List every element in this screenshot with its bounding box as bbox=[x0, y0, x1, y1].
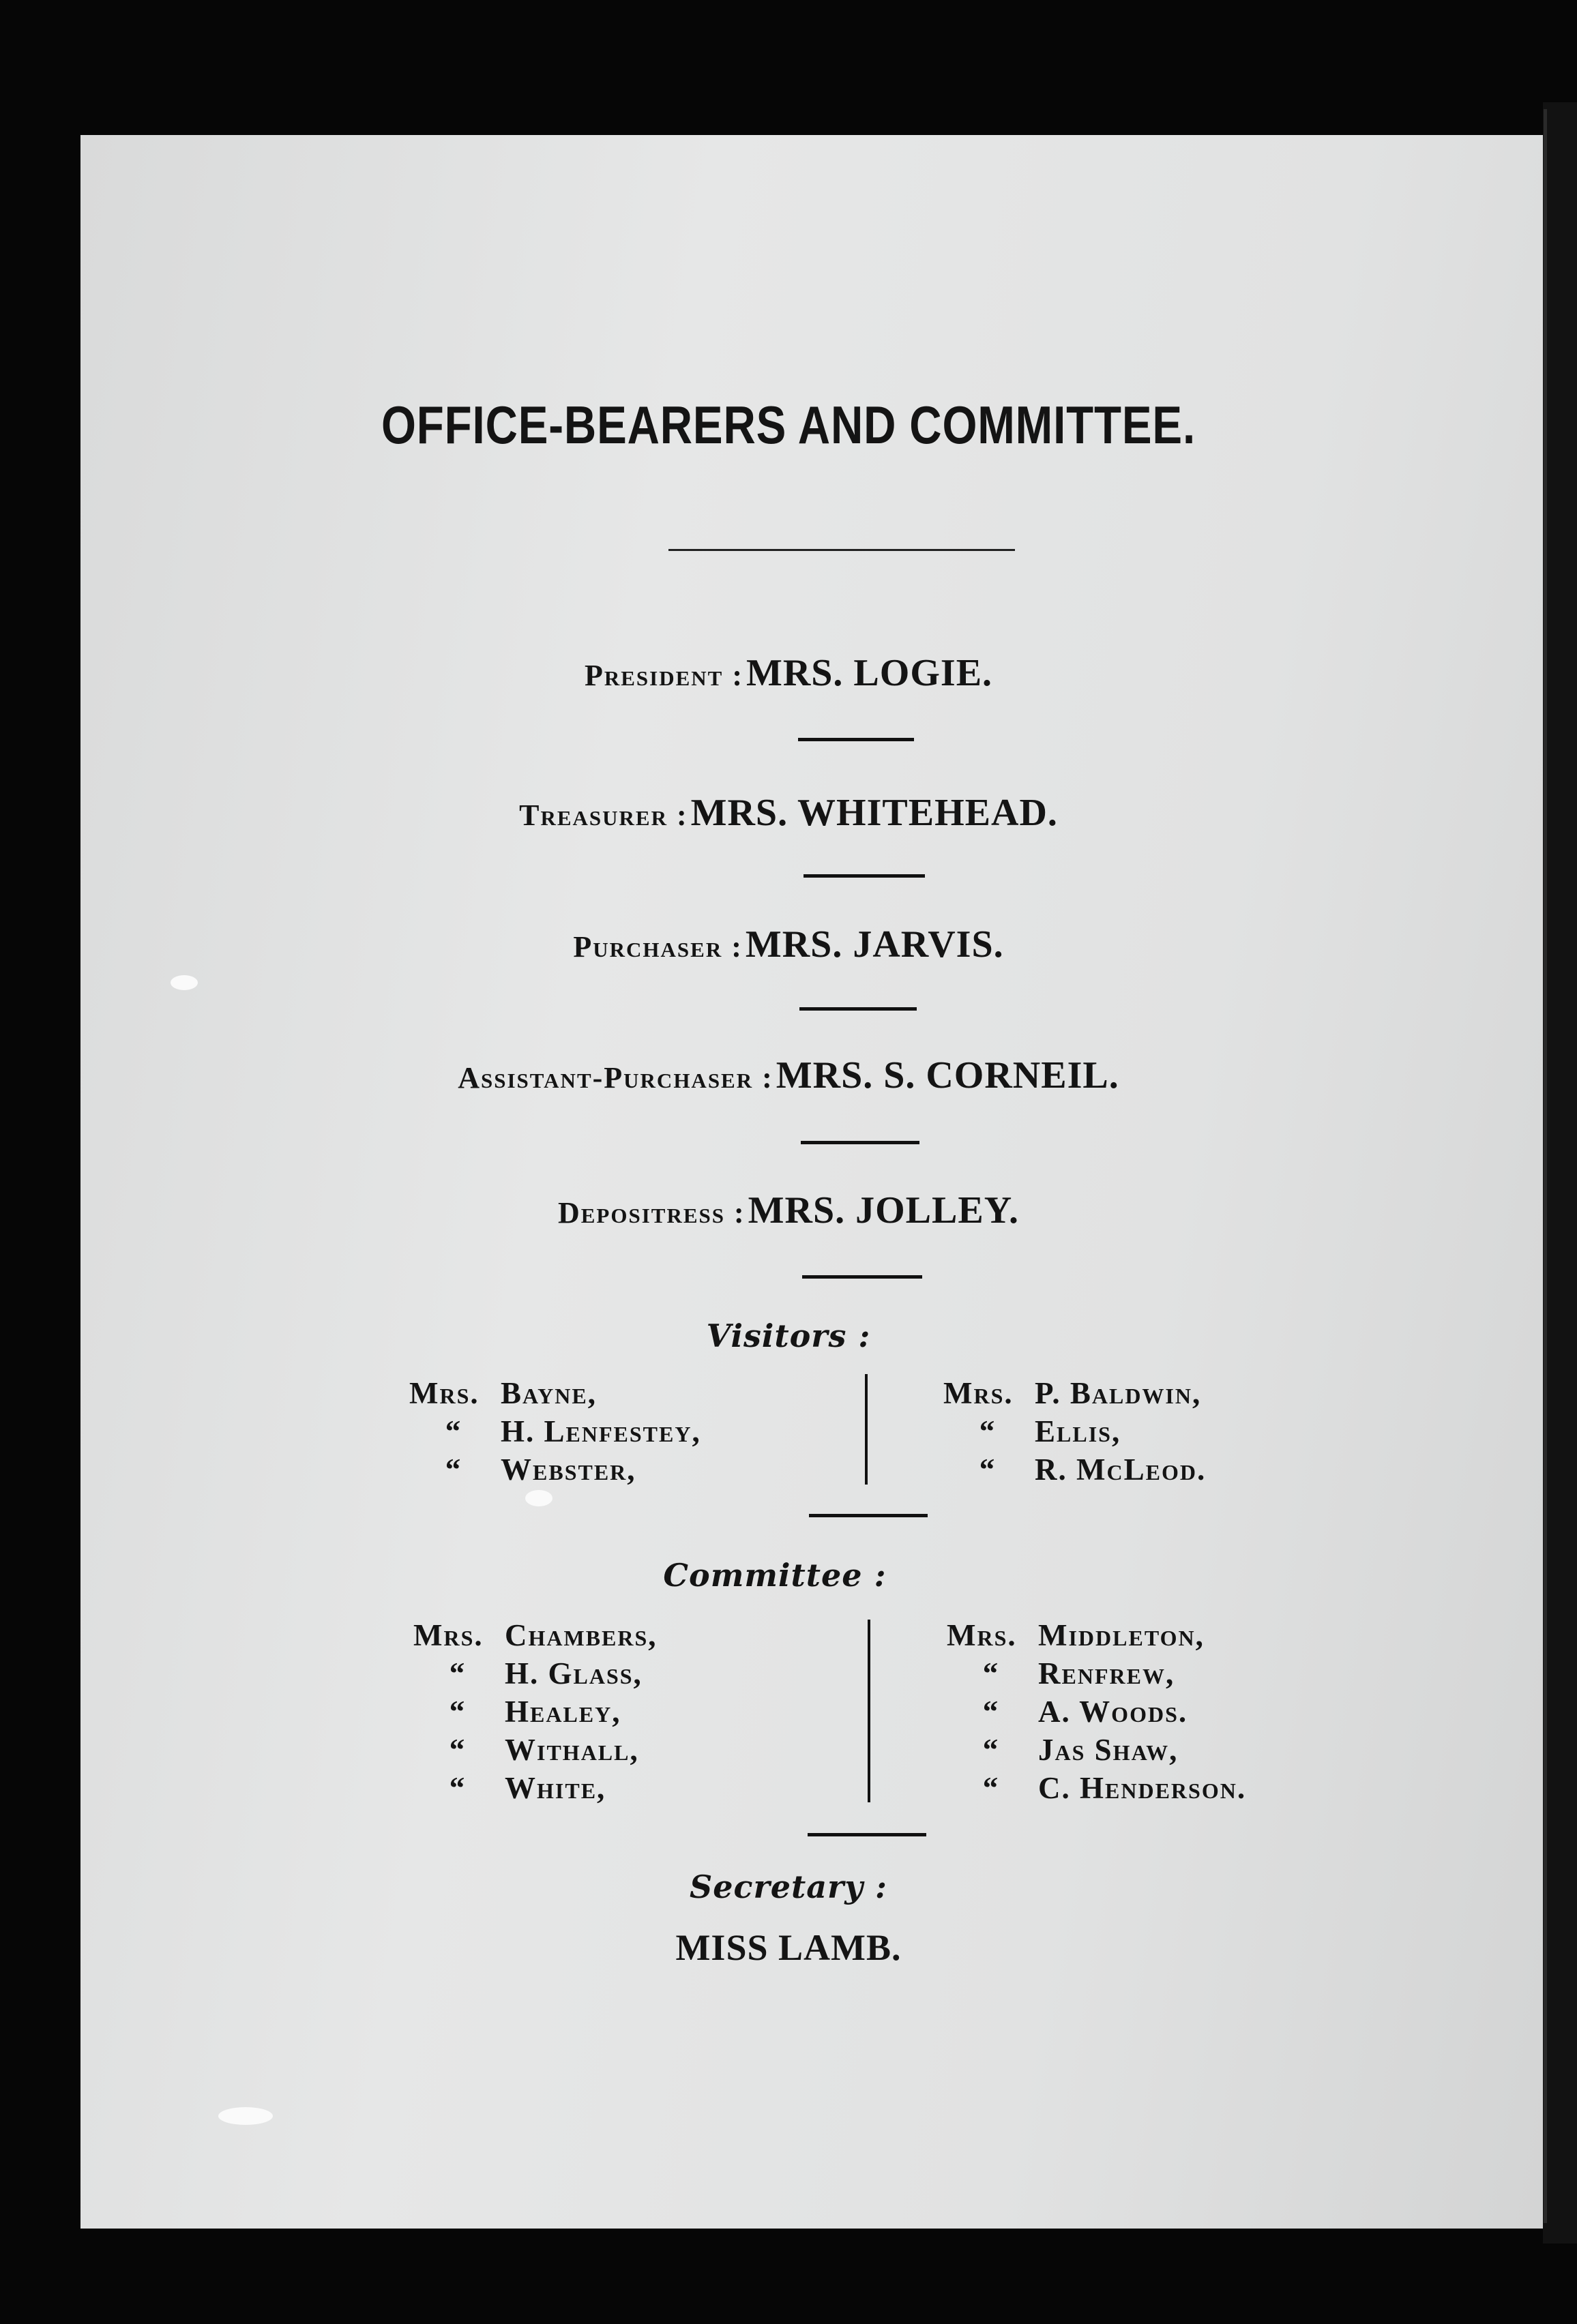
column-divider bbox=[868, 1620, 870, 1802]
member-name: Renfrew, bbox=[1038, 1656, 1175, 1690]
member-name: Ellis, bbox=[1035, 1414, 1121, 1448]
divider-rule bbox=[801, 1141, 919, 1144]
member-name: Chambers, bbox=[505, 1618, 658, 1652]
ditto-mark: “ bbox=[982, 1695, 1000, 1729]
office-holder: MRS. LOGIE. bbox=[746, 652, 993, 694]
facing-page-edge bbox=[1543, 102, 1577, 2244]
member-name: Withall, bbox=[505, 1733, 639, 1767]
office-holder: MRS. S. CORNEIL. bbox=[776, 1054, 1119, 1097]
ditto-mark: “ bbox=[982, 1656, 1000, 1690]
member-name: White, bbox=[505, 1771, 606, 1805]
office-holder: MRS. WHITEHEAD. bbox=[690, 792, 1058, 834]
title-rule bbox=[668, 549, 1015, 551]
divider-rule bbox=[809, 1514, 928, 1517]
office-role: Purchaser : bbox=[573, 930, 743, 964]
office-president bbox=[0, 651, 1577, 695]
secretary-heading: Secretary : bbox=[689, 1868, 887, 1905]
office-purchaser bbox=[0, 923, 1577, 966]
secretary-name: MISS LAMB. bbox=[675, 1927, 902, 1968]
member-name: C. Henderson. bbox=[1038, 1771, 1247, 1805]
name-prefix: Mrs. bbox=[413, 1618, 484, 1652]
ditto-mark: “ bbox=[449, 1733, 467, 1767]
member-name: Bayne, bbox=[501, 1376, 597, 1410]
paper-blemish bbox=[218, 2107, 273, 2125]
member-name: P. Baldwin, bbox=[1035, 1376, 1202, 1410]
member-name: R. McLeod. bbox=[1035, 1452, 1207, 1487]
member-name: Middleton, bbox=[1038, 1618, 1205, 1652]
member-name: Webster, bbox=[501, 1452, 636, 1487]
column-divider bbox=[865, 1374, 868, 1485]
name-prefix: Mrs. bbox=[409, 1376, 480, 1410]
office-treasurer bbox=[0, 791, 1577, 835]
divider-rule bbox=[802, 1275, 922, 1279]
member-name: Jas Shaw, bbox=[1038, 1733, 1179, 1767]
ditto-mark: “ bbox=[979, 1452, 997, 1487]
ditto-mark: “ bbox=[982, 1771, 1000, 1805]
office-role: Depositress : bbox=[557, 1196, 746, 1230]
name-prefix: Mrs. bbox=[943, 1376, 1014, 1410]
ditto-mark: “ bbox=[449, 1656, 467, 1690]
office-role: Treasurer : bbox=[519, 799, 688, 832]
paper-blemish bbox=[171, 975, 198, 990]
paper-blemish bbox=[525, 1490, 552, 1506]
office-assistant-purchaser bbox=[0, 1054, 1577, 1097]
divider-rule bbox=[799, 1007, 917, 1011]
name-prefix: Mrs. bbox=[947, 1618, 1017, 1652]
ditto-mark: “ bbox=[449, 1695, 467, 1729]
ditto-mark: “ bbox=[445, 1452, 462, 1487]
office-depositress bbox=[0, 1189, 1577, 1232]
ditto-mark: “ bbox=[979, 1414, 997, 1448]
visitors-heading: Visitors : bbox=[706, 1317, 871, 1354]
spine-line bbox=[1544, 109, 1547, 2223]
page-title: OFFICE-BEARERS AND COMMITTEE. bbox=[381, 395, 1196, 455]
member-name: H. Lenfestey, bbox=[501, 1414, 701, 1448]
committee-heading: Committee : bbox=[663, 1557, 887, 1594]
member-name: H. Glass, bbox=[505, 1656, 643, 1690]
office-holder: MRS. JARVIS. bbox=[745, 923, 1004, 966]
member-name: Healey, bbox=[505, 1695, 621, 1729]
office-role: President : bbox=[584, 659, 743, 692]
office-role: Assistant-Purchaser : bbox=[458, 1061, 773, 1094]
divider-rule bbox=[804, 874, 925, 878]
member-name: A. Woods. bbox=[1038, 1695, 1188, 1729]
ditto-mark: “ bbox=[445, 1414, 462, 1448]
ditto-mark: “ bbox=[449, 1771, 467, 1805]
ditto-mark: “ bbox=[982, 1733, 1000, 1767]
divider-rule bbox=[798, 738, 914, 741]
divider-rule bbox=[808, 1833, 926, 1836]
office-holder: MRS. JOLLEY. bbox=[748, 1189, 1020, 1232]
